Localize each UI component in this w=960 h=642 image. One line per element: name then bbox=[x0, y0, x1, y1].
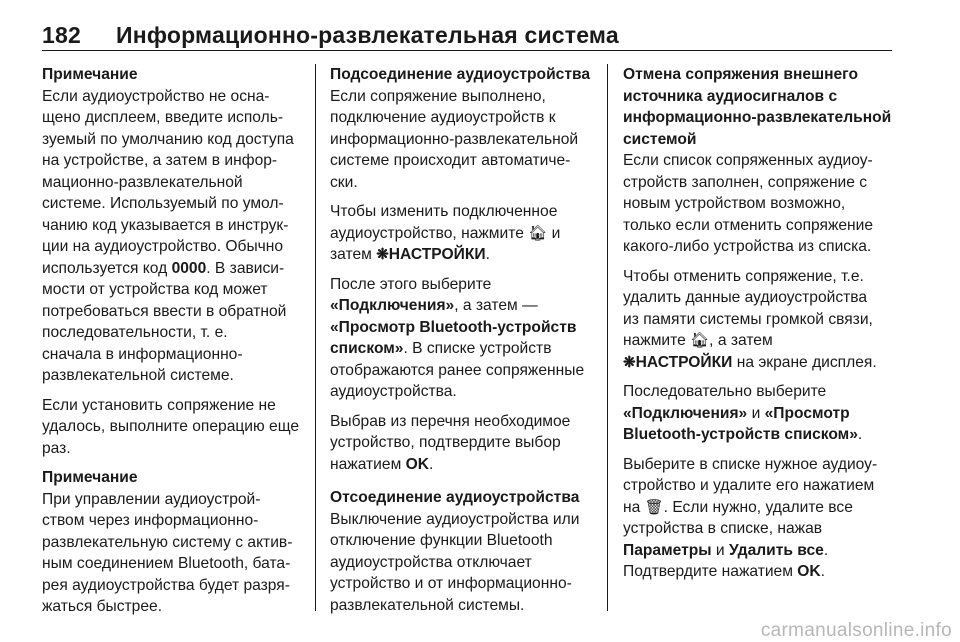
text-run: . В списке устройств bbox=[403, 340, 552, 357]
menu-item-label: «Подключения» bbox=[623, 404, 748, 422]
note-block bbox=[42, 467, 304, 618]
text-line: информационно-развлекательной bbox=[330, 130, 579, 148]
spacer bbox=[42, 387, 304, 395]
text-line: чанию код указывается в инструк- bbox=[42, 216, 289, 234]
text-line: жаться быстрее. bbox=[42, 598, 163, 615]
text-line: зуемый по умолчанию код доступа bbox=[42, 130, 294, 148]
text-run: Подтвердите нажатием bbox=[623, 563, 798, 580]
text-line: последовательности, т. е. bbox=[42, 324, 228, 341]
text-line bbox=[330, 244, 592, 266]
section-heading: информационно-развлекательной bbox=[623, 109, 892, 126]
text-line bbox=[623, 540, 891, 562]
page-title: Информационно-развлекательная система bbox=[116, 22, 619, 48]
text-line: развлекательной системы. bbox=[330, 596, 525, 614]
text-line: потребоваться ввести в обратной bbox=[42, 302, 287, 320]
text-run: и bbox=[547, 224, 561, 242]
text-line: на устройстве, а затем в инфор- bbox=[42, 152, 278, 169]
text-line: рея аудиоустройства будет разря- bbox=[42, 576, 290, 594]
section-heading: Отсоединение аудиоустройства bbox=[330, 489, 580, 506]
trash-icon: 🗑︎ bbox=[644, 498, 664, 516]
text-line: какого-либо устройства из списка. bbox=[623, 238, 872, 255]
text-line: Если установить сопряжение не bbox=[42, 396, 276, 414]
text-line: новым устройством возможно, bbox=[623, 195, 846, 212]
ok-label: OK bbox=[405, 455, 430, 473]
section-heading: источника аудиосигналов с bbox=[623, 87, 838, 105]
header-rule bbox=[42, 50, 892, 51]
text-line: развлекательную систему с актив- bbox=[42, 533, 293, 551]
text-line: Чтобы изменить подключенное bbox=[330, 203, 558, 220]
spacer bbox=[623, 446, 891, 454]
menu-item-label: «Просмотр bbox=[764, 404, 850, 422]
code-value: 0000 bbox=[171, 259, 207, 277]
text-line: Если аудиоустройство не осна- bbox=[42, 87, 270, 105]
text-line: системе. Используемый по умол- bbox=[42, 195, 284, 212]
text-line: Если сопряжение выполнено, bbox=[330, 87, 546, 105]
text-line: мационно-развлекательной bbox=[42, 173, 243, 191]
home-icon: 🏠︎ bbox=[690, 332, 710, 349]
text-run: и bbox=[747, 404, 765, 422]
text-line: Выключение аудиоустройства или bbox=[330, 510, 580, 528]
note-title: Примечание bbox=[42, 66, 138, 83]
text-line bbox=[623, 424, 891, 446]
text-run: нажмите bbox=[623, 332, 691, 349]
text-line: устройство и от информационно- bbox=[330, 575, 572, 592]
text-line bbox=[623, 561, 891, 583]
page-number: 182 bbox=[42, 22, 81, 48]
text-line: стройство и удалите его нажатием bbox=[623, 477, 875, 494]
text-run: на экране дисплея. bbox=[732, 353, 877, 371]
text-line: Последовательно выберите bbox=[623, 383, 827, 400]
text-run: , а затем — bbox=[454, 297, 538, 314]
menu-item-label: Удалить все bbox=[728, 541, 824, 559]
menu-item-label: Параметры bbox=[623, 541, 712, 559]
text-line: Чтобы отменить сопряжение, т.е. bbox=[623, 267, 864, 285]
note-block bbox=[42, 64, 304, 387]
watermark bbox=[0, 620, 960, 642]
text-line: ски. bbox=[330, 173, 358, 191]
column-divider bbox=[607, 64, 608, 611]
spacer bbox=[330, 403, 592, 411]
text-line: удалось, выполните операцию еще bbox=[42, 418, 300, 435]
text-line: только если отменить сопряжение bbox=[623, 216, 874, 234]
text-run: . bbox=[820, 563, 826, 580]
text-line: из памяти системы громкой связи, bbox=[623, 310, 873, 328]
text-line: аудиоустройства. bbox=[330, 383, 457, 400]
column-2 bbox=[330, 64, 592, 616]
text-run: аудиоустройство, нажмите bbox=[330, 224, 529, 242]
text-line: устройство, подтвердите выбор bbox=[330, 434, 561, 451]
text-line bbox=[623, 403, 891, 425]
menu-item-label: «Просмотр Bluetooth-устройств bbox=[330, 318, 577, 336]
text-line: системе происходит автоматиче- bbox=[330, 152, 571, 169]
text-line: ции на аудиоустройство. Обычно bbox=[42, 238, 284, 255]
text-run: затем bbox=[330, 246, 377, 263]
text-line bbox=[623, 330, 891, 352]
section-heading: Подсоединение аудиоустройства bbox=[330, 66, 591, 83]
text-line: мости от устройства код может bbox=[42, 281, 268, 298]
text-line: После этого выберите bbox=[330, 275, 492, 293]
paragraph bbox=[42, 395, 304, 460]
text-line: Если список сопряженных аудиоу- bbox=[623, 152, 873, 169]
text-run: . bbox=[485, 246, 490, 263]
gear-icon: ❋ bbox=[623, 353, 636, 371]
text-run: . bbox=[823, 541, 829, 559]
home-icon: 🏠︎ bbox=[528, 224, 548, 242]
text-line bbox=[623, 497, 891, 519]
spacer bbox=[623, 258, 891, 266]
text-line bbox=[330, 338, 592, 360]
text-line bbox=[330, 454, 592, 476]
text-line: отключение функции Bluetooth bbox=[330, 532, 553, 549]
text-line: удалить данные аудиоустройства bbox=[623, 289, 868, 306]
column-3 bbox=[623, 64, 891, 583]
text-run: . bbox=[857, 426, 863, 443]
spacer bbox=[330, 266, 592, 274]
spacer bbox=[42, 459, 304, 467]
gear-icon: ❋ bbox=[376, 246, 389, 263]
text-run: . В зависи- bbox=[206, 259, 285, 277]
text-line bbox=[330, 223, 592, 245]
text-line: щено дисплеем, введите исполь- bbox=[42, 109, 284, 126]
text-line bbox=[330, 295, 592, 317]
text-run: . Если нужно, удалите все bbox=[663, 498, 853, 516]
spacer bbox=[623, 373, 891, 381]
section-heading: системой bbox=[623, 130, 697, 148]
text-line: подключение аудиоустройств к bbox=[330, 109, 556, 126]
section-heading: Отмена сопряжения внешнего bbox=[623, 66, 858, 83]
text-line: раз. bbox=[42, 439, 71, 457]
text-line: отображаются ранее сопряженные bbox=[330, 361, 585, 379]
text-line bbox=[42, 258, 304, 280]
text-line: аудиоустройства отключает bbox=[330, 553, 532, 571]
text-line: Выберите в списке нужное аудиоу- bbox=[623, 455, 878, 473]
menu-item-label: «Подключения» bbox=[330, 297, 455, 314]
text-run: , а затем bbox=[709, 332, 773, 349]
text-line: стройств заполнен, сопряжение с bbox=[623, 173, 868, 191]
text-line: Выбрав из перечня необходимое bbox=[330, 412, 571, 430]
text-run: используется код bbox=[42, 259, 172, 277]
ok-label: OK bbox=[797, 563, 821, 580]
menu-item-label: списком» bbox=[330, 340, 404, 357]
watermark-text: carmanualsonline.info bbox=[760, 620, 952, 641]
spacer bbox=[330, 475, 592, 487]
page-header bbox=[42, 22, 892, 52]
text-run: и bbox=[711, 541, 729, 559]
column-divider bbox=[315, 64, 316, 611]
text-line: развлекательной системе. bbox=[42, 367, 234, 384]
text-run: на bbox=[623, 498, 645, 516]
text-line: устройства в списке, нажав bbox=[623, 520, 823, 537]
text-line: При управлении аудиоустрой- bbox=[42, 490, 261, 508]
note-title: Примечание bbox=[42, 469, 138, 486]
text-run: . bbox=[429, 455, 434, 473]
settings-label: НАСТРОЙКИ bbox=[388, 246, 486, 263]
menu-item-label: Bluetooth-устройств списком» bbox=[623, 426, 858, 443]
text-line: ным соединением Bluetooth, бата- bbox=[42, 555, 291, 572]
text-line bbox=[623, 352, 891, 374]
column-1 bbox=[42, 64, 304, 618]
text-line: ством через информационно- bbox=[42, 512, 259, 529]
text-line: сначала в информационно- bbox=[42, 345, 243, 363]
settings-label: НАСТРОЙКИ bbox=[635, 353, 733, 371]
text-run: нажатием bbox=[330, 455, 406, 473]
spacer bbox=[330, 193, 592, 201]
